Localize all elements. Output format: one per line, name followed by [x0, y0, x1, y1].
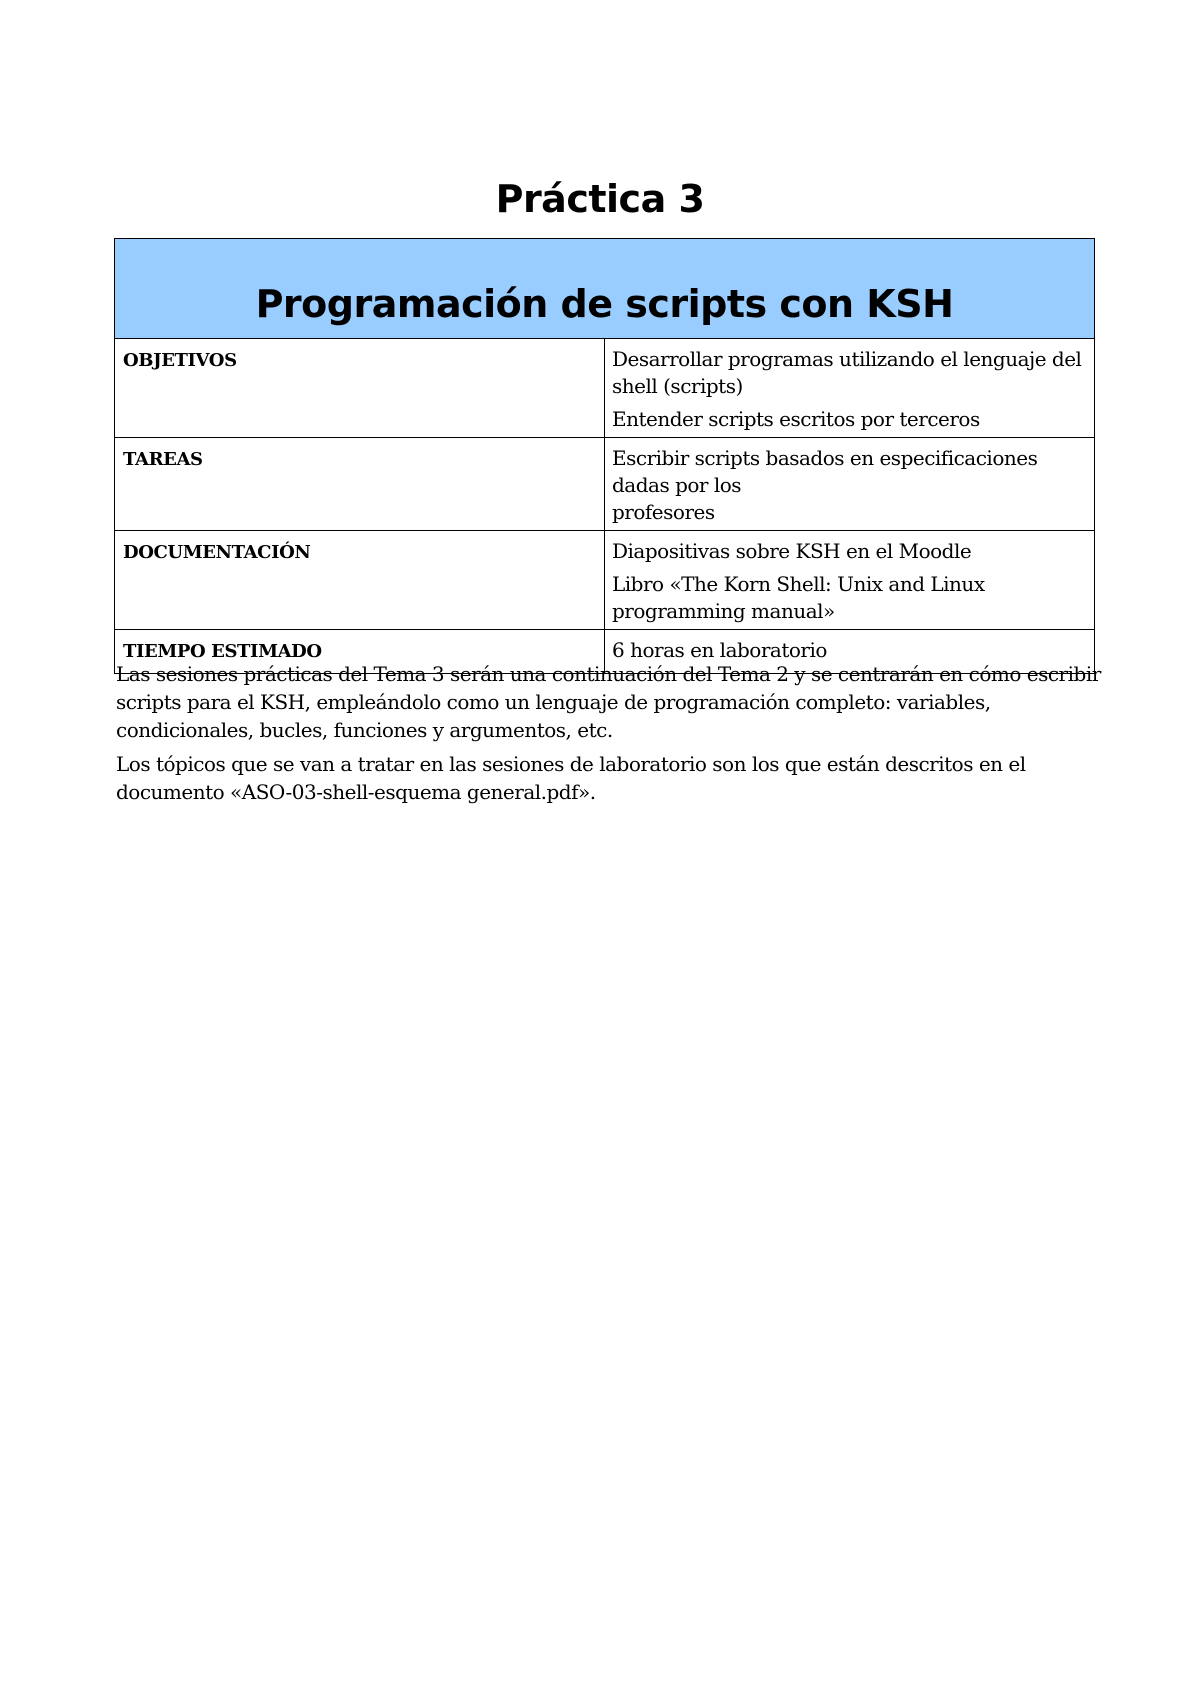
tareas-line-2: profesores	[612, 500, 715, 524]
table-header-title: Programación de scripts con KSH	[115, 239, 1095, 339]
paragraph-topics: Los tópicos que se van a tratar en las sesiones de laboratorio son los que están descritos en el documento «ASO-03-shell-esquema general.pdf».	[116, 752, 1026, 804]
documentacion-line-2: Libro «The Korn Shell: Unix and Linux programming manual»	[612, 572, 985, 623]
paragraph-intro: Las sesiones prácticas del Tema 3 serán una continuación del Tema 2 y se centrarán en cómo escribir scripts para el KSH, empleándolo como un lenguaje de programación completo: variables, condicionales, bucles, funciones y argumentos, etc.	[116, 662, 1101, 742]
tiempo-line-1: 6 horas en laboratorio	[612, 638, 827, 662]
page-title: Práctica 3	[495, 177, 705, 221]
row-label-objetivos: OBJETIVOS	[115, 339, 605, 438]
objetivos-line-1: Desarrollar programas utilizando el lenguaje del shell (scripts)	[612, 347, 1082, 398]
table-row-tareas	[115, 438, 1095, 531]
row-label-tareas: TAREAS	[115, 438, 605, 531]
row-label-tiempo-estimado: TIEMPO ESTIMADO	[115, 630, 605, 674]
table-row-objetivos	[115, 339, 1095, 438]
row-label-documentacion: DOCUMENTACIÓN	[115, 531, 605, 630]
table-row-documentacion	[115, 531, 1095, 630]
row-value-objetivos	[605, 339, 1095, 438]
practice-info-table	[114, 238, 1095, 674]
row-value-tareas	[605, 438, 1095, 531]
row-value-documentacion	[605, 531, 1095, 630]
body-text	[116, 660, 1106, 812]
objetivos-line-2: Entender scripts escritos por terceros	[612, 407, 980, 431]
tareas-line-1: Escribir scripts basados en especificaciones dadas por los	[612, 446, 1038, 497]
documentacion-line-1: Diapositivas sobre KSH en el Moodle	[612, 539, 972, 563]
